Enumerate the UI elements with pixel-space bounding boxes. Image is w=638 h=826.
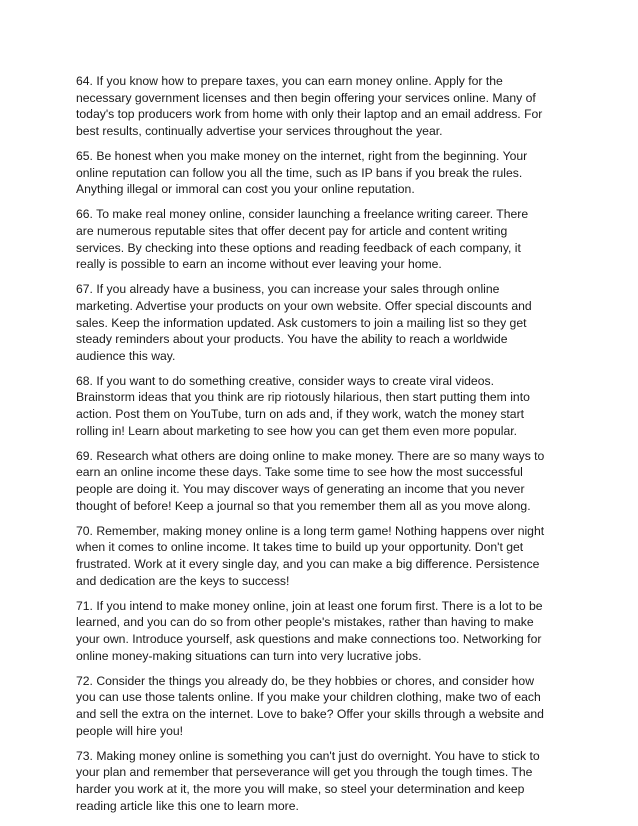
text-line: harder you work at it, the more you will make, so steel your determination and keep (76, 781, 525, 796)
tip-paragraph-65 (76, 148, 568, 198)
text-line: thought of before! Keep a journal so that you remember them all as you move along. (76, 498, 531, 513)
text-line: marketing. Advertise your products on your own website. Offer special discounts and (76, 298, 532, 313)
text-line: Anything illegal or immoral can cost you your online reputation. (76, 182, 415, 197)
text-line: and dedication are the keys to success! (76, 573, 290, 588)
text-line: today's top producers work from home with only their laptop and an email address. For (76, 107, 543, 122)
text-line: 68. If you want to do something creative, consider ways to create viral videos. (76, 373, 494, 388)
text-line: audience this way. (76, 348, 176, 363)
text-line: sales. Keep the information updated. Ask customers to join a mailing list so they get (76, 315, 527, 330)
tip-paragraph-73 (76, 748, 568, 814)
tip-paragraph-64 (76, 73, 568, 139)
text-line: steady reminders about your products. You have the ability to reach a worldwide (76, 332, 508, 347)
text-line: and sell the extra on the internet. Love to bake? Offer your skills through a website and (76, 706, 544, 721)
tip-paragraph-69 (76, 448, 568, 514)
text-line: really is possible to earn an income without ever leaving your home. (76, 257, 442, 272)
text-line: 67. If you already have a business, you can increase your sales through online (76, 282, 500, 297)
text-line: frustrated. Work at it every single day, and you can make a big difference. Persistence (76, 557, 540, 571)
text-line: 64. If you know how to prepare taxes, you can earn money online. Apply for the (76, 74, 503, 88)
text-line: you can use those talents online. If you make your children clothing, make two of each (76, 690, 541, 705)
text-line: rolling in! Learn about marketing to see how you can get them even more popular. (76, 423, 518, 438)
document-page (76, 73, 568, 823)
text-line: 72. Consider the things you already do, be they hobbies or chores, and consider how (76, 673, 534, 688)
text-line: reading article like this one to learn more. (76, 798, 299, 813)
text-line: Brainstorm ideas that you think are rip riotously hilarious, then start putting them into (76, 390, 530, 405)
text-line: your own. Introduce yourself, ask questions and make connections too. Networking for (76, 631, 542, 646)
text-line: 71. If you intend to make money online, join at least one forum first. There is a lot to be (76, 598, 543, 613)
tip-paragraph-66 (76, 206, 568, 272)
tip-paragraph-70 (76, 523, 568, 589)
text-line: best results, continually advertise your services throughout the year. (76, 123, 443, 138)
text-line: when it comes to online income. It takes time to build up your opportunity. Don't get (76, 540, 524, 555)
text-line: 65. Be honest when you make money on the internet, right from the beginning. Your (76, 148, 528, 163)
tip-paragraph-67 (76, 281, 568, 364)
text-line: people will hire you! (76, 723, 184, 738)
text-line: are numerous reputable sites that offer decent pay for article and content writing (76, 223, 508, 238)
text-line: action. Post them on YouTube, turn on ads and, if they work, watch the money start (76, 407, 525, 422)
text-line: online money-making situations can turn into very lucrative jobs. (76, 648, 422, 663)
text-line: 73. Making money online is something you can't just do overnight. You have to stick to (76, 748, 540, 763)
text-line: your plan and remember that perseverance will get you through the tough times. The (76, 765, 533, 780)
text-line: learned, and you can do so from other people's mistakes, rather than having to make (76, 615, 534, 630)
text-line: people are doing it. You may discover ways of generating an income that you never (76, 482, 525, 497)
text-line: necessary government licenses and then begin offering your services online. Many of (76, 90, 536, 105)
text-line: earn an online income these days. Take some time to see how the most successful (76, 465, 523, 480)
text-line: services. By checking into these options and reading feedback of each company, it (76, 240, 521, 255)
tip-paragraph-72 (76, 673, 568, 739)
tip-paragraph-68 (76, 373, 568, 439)
tip-paragraph-71 (76, 598, 568, 664)
text-line: 69. Research what others are doing online to make money. There are so many ways to (76, 448, 545, 463)
text-line: online reputation can follow you all the time, such as IP bans if you break the rules. (76, 165, 523, 180)
text-line: 66. To make real money online, consider launching a freelance writing career. There (76, 207, 529, 222)
text-line: 70. Remember, making money online is a long term game! Nothing happens over night (76, 523, 545, 538)
